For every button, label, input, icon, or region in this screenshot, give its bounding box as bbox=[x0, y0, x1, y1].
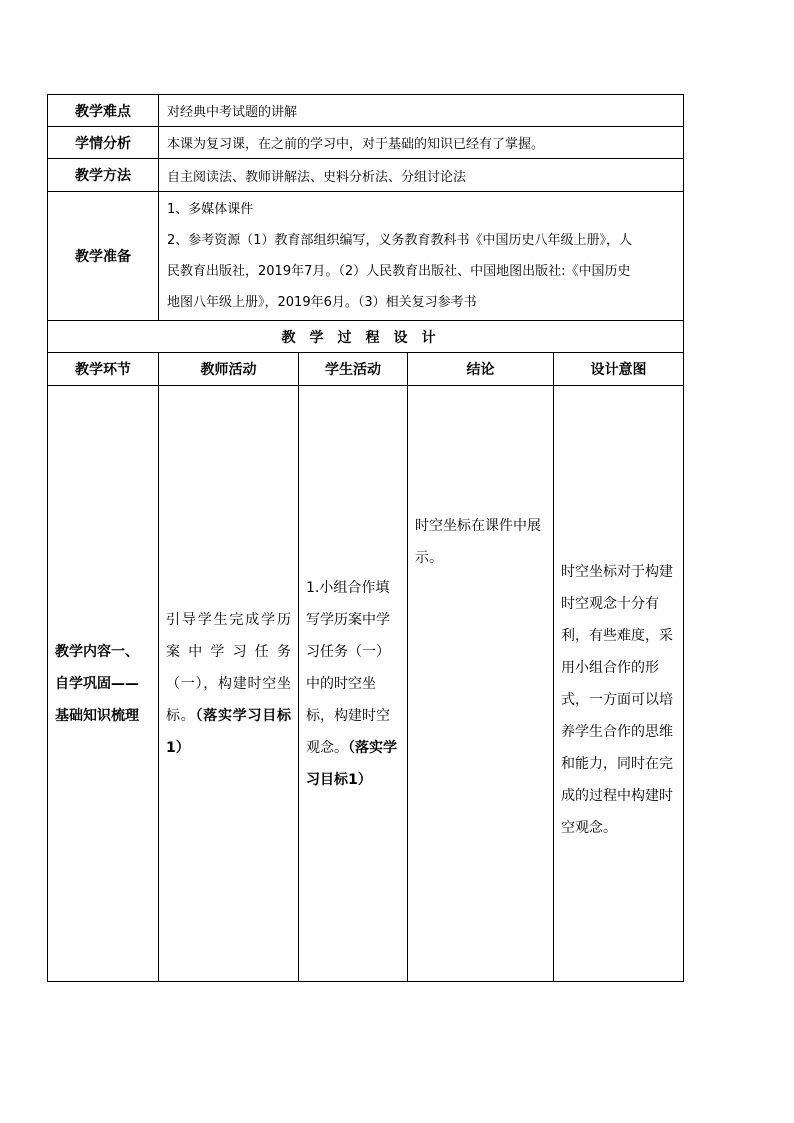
teacher-goal: （落实学习目标1） bbox=[166, 707, 291, 756]
student-text: 1.小组合作填写学历案中学习任务（一）中的时空坐标，构建时空观念。 bbox=[306, 579, 390, 756]
value-analysis: 本课为复习课，在之前的学习中，对于基础的知识已经有了掌握。 bbox=[159, 127, 684, 159]
cell-stage bbox=[48, 386, 159, 982]
row-process-title bbox=[48, 321, 684, 353]
row-process-content bbox=[48, 386, 684, 982]
header-teacher: 教师活动 bbox=[159, 353, 299, 386]
intent-text: 时空坐标对于构建时空观念十分有利，有些难度，采用小组合作的形式，一方面可以培养学生合作的思维和能力，同时在完成的过程中构建时空观念。 bbox=[561, 564, 673, 836]
value-difficulty: 对经典中考试题的讲解 bbox=[159, 95, 684, 127]
header-stage: 教学环节 bbox=[48, 353, 159, 386]
label-preparation: 教学准备 bbox=[48, 192, 159, 321]
row-difficulty bbox=[48, 95, 684, 127]
label-method: 教学方法 bbox=[48, 159, 159, 192]
teacher-text: 引导学生完成学历案中学习任务（一），构建时空坐标。 bbox=[166, 611, 291, 724]
value-preparation bbox=[159, 192, 684, 321]
preparation-line: 地图八年级上册》，2019年6月。（3）相关复习参考书 bbox=[167, 295, 477, 310]
label-difficulty: 教学难点 bbox=[48, 95, 159, 127]
student-goal: （落实学习目标1） bbox=[306, 739, 397, 788]
preparation-line: 2、参考资源（1）教育部组织编写，义务教育教科书《中国历史八年级上册》，人 bbox=[167, 233, 633, 248]
cell-teacher bbox=[159, 386, 299, 982]
conclusion-text: 时空坐标在课件中展示。 bbox=[415, 518, 541, 566]
preparation-line: 1、多媒体课件 bbox=[167, 202, 254, 217]
row-preparation bbox=[48, 192, 684, 321]
cell-conclusion bbox=[408, 386, 554, 982]
cell-intent bbox=[554, 386, 684, 982]
row-process-headers bbox=[48, 353, 684, 386]
cell-student bbox=[299, 386, 408, 982]
stage-text: 教学内容一、自学巩固——基础知识梳理 bbox=[55, 643, 139, 724]
student-activity bbox=[306, 572, 400, 796]
process-title: 教学过程设计 bbox=[48, 321, 684, 353]
header-conclusion: 结论 bbox=[408, 353, 554, 386]
preparation-line: 民教育出版社，2019年7月。（2）人民教育出版社、中国地图出版社:《中国历史 bbox=[167, 264, 631, 279]
header-student: 学生活动 bbox=[299, 353, 408, 386]
header-intent: 设计意图 bbox=[554, 353, 684, 386]
teacher-activity bbox=[166, 604, 291, 764]
label-analysis: 学情分析 bbox=[48, 127, 159, 159]
value-method: 自主阅读法、教师讲解法、史料分析法、分组讨论法 bbox=[159, 159, 684, 192]
row-method bbox=[48, 159, 684, 192]
lesson-plan-table bbox=[47, 94, 684, 982]
row-analysis bbox=[48, 127, 684, 159]
